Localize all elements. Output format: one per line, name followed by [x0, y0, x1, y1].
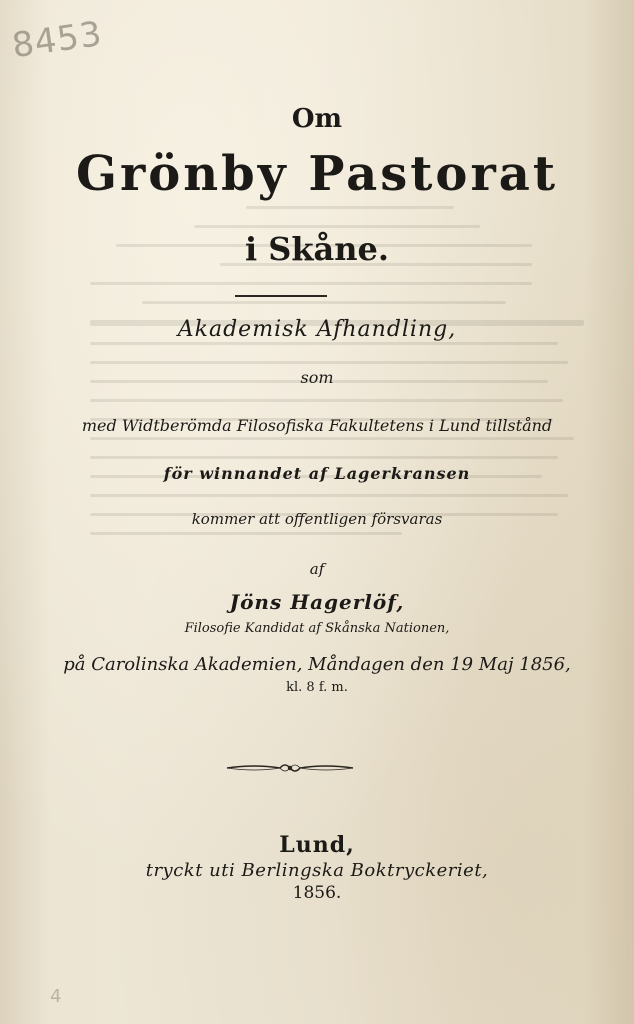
- pencil-annotation: 8453: [9, 13, 105, 67]
- imprint-printer: tryckt uti Berlingska Boktryckeriet,: [145, 860, 489, 881]
- venue-date: på Carolinska Akademien, Måndagen den 19 Maj 1856,: [63, 654, 571, 675]
- text-som: som: [300, 368, 334, 387]
- text-purpose: för winnandet af Lagerkransen: [163, 464, 471, 483]
- time-of-day: kl. 8 f. m.: [286, 680, 348, 695]
- ornament-divider-icon: [225, 758, 355, 778]
- text-af: af: [309, 560, 325, 578]
- imprint-year: 1856.: [292, 883, 342, 903]
- imprint-place: Lund,: [279, 832, 355, 858]
- pencil-annotation-bottom: 4: [50, 986, 62, 1007]
- document-type: Akademisk Afhandling,: [177, 317, 457, 342]
- author-title: Filosofie Kandidat af Skånska Nationen,: [184, 621, 450, 636]
- heading-om: Om: [291, 104, 343, 134]
- bleed-through-text: [90, 190, 610, 910]
- text-defense: kommer att offentligen försvaras: [191, 510, 443, 528]
- text-faculty-permission: med Widtberömda Filosofiska Fakultetens i Lund tillstånd: [81, 416, 553, 435]
- author-name: Jöns Hagerlöf,: [229, 590, 405, 614]
- divider-rule: [235, 295, 327, 297]
- page-subtitle: i Skåne.: [244, 230, 390, 268]
- page-title: Grönby Pastorat: [75, 146, 559, 202]
